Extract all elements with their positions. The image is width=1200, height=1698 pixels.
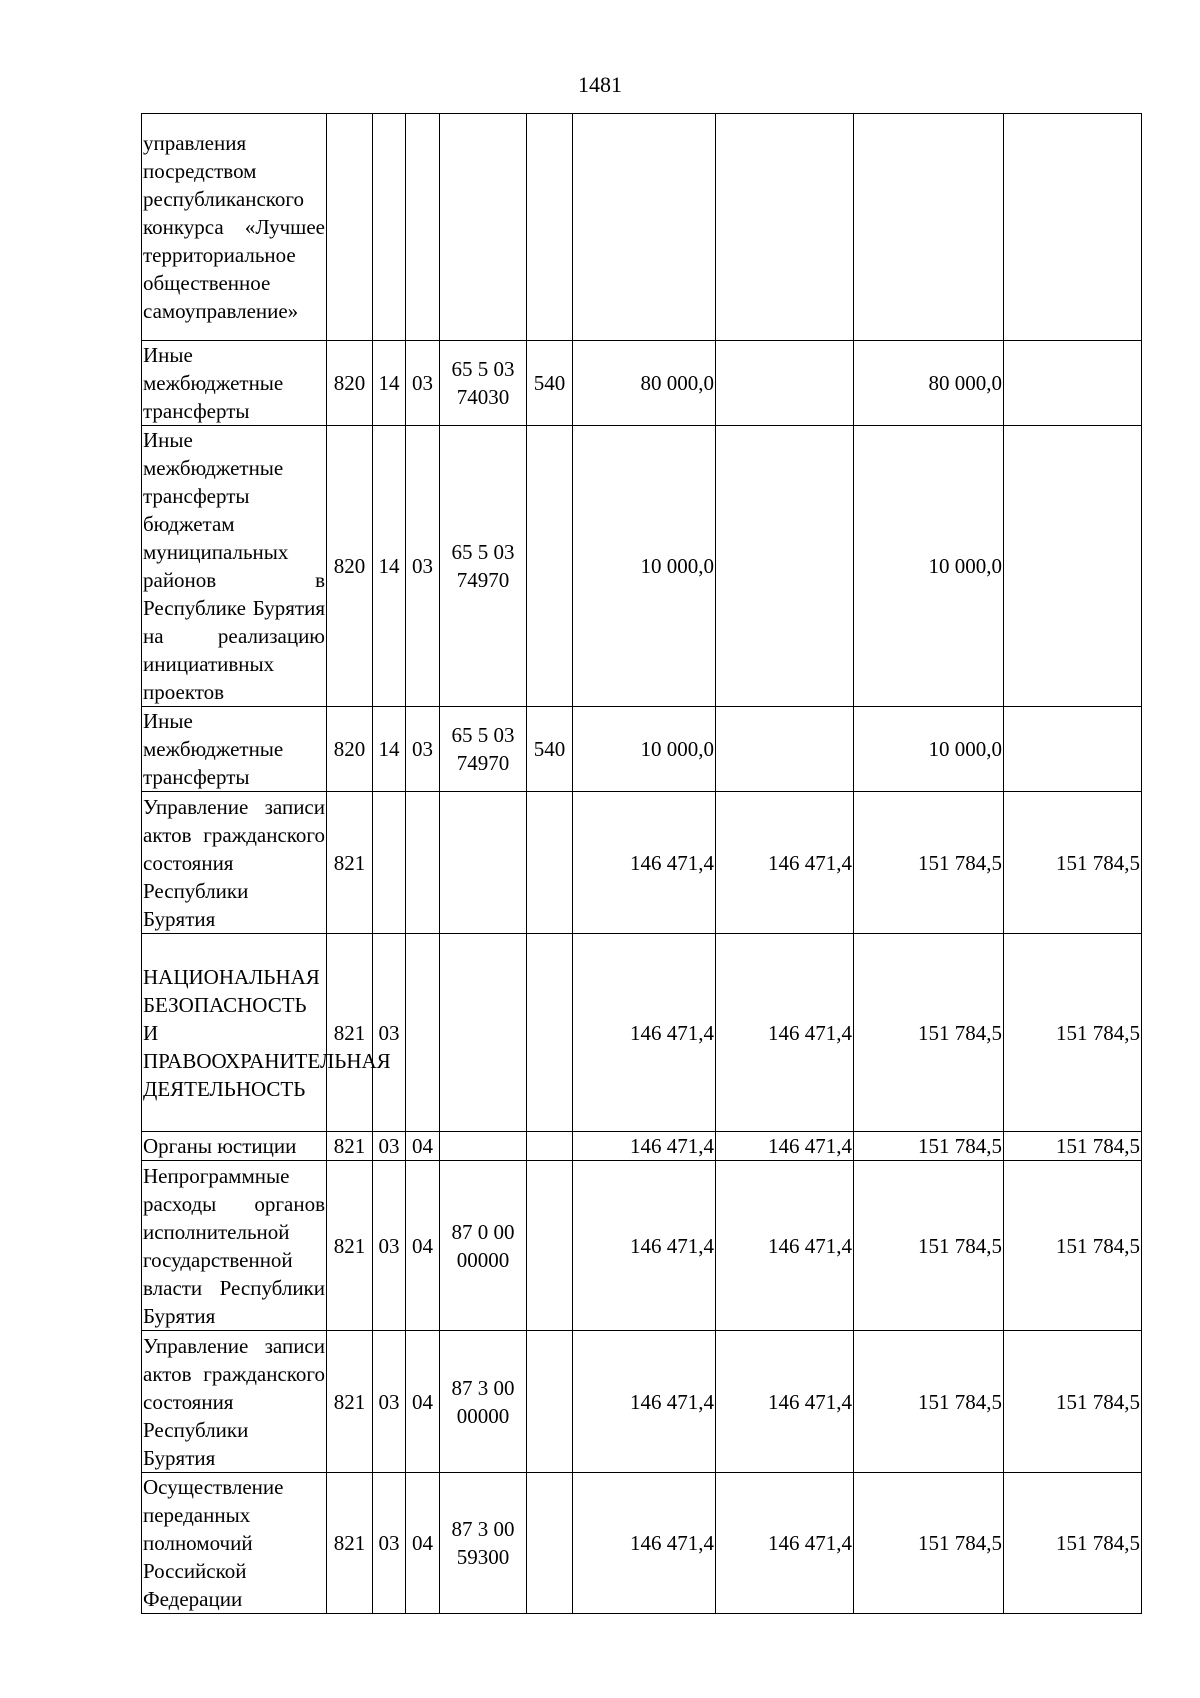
cell-vr <box>527 426 573 707</box>
cell-csr <box>440 426 527 707</box>
cell-value-1: 10 000,0 <box>573 707 716 792</box>
cell-rz: 14 <box>373 426 406 707</box>
cell-value-3: 151 784,5 <box>854 1161 1004 1331</box>
cell-csr <box>440 1473 527 1614</box>
cell-csr <box>440 792 527 934</box>
cell-value-4 <box>1004 707 1142 792</box>
cell-csr <box>440 114 527 341</box>
cell-gr: 820 <box>327 426 373 707</box>
cell-rz: 03 <box>373 1473 406 1614</box>
row-name: Иные межбюджетные трансферты <box>142 341 327 426</box>
cell-pr: 03 <box>406 707 440 792</box>
cell-rz: 14 <box>373 341 406 426</box>
table-row <box>142 1473 1142 1614</box>
table-row <box>142 934 1142 1132</box>
cell-gr: 820 <box>327 707 373 792</box>
cell-gr: 821 <box>327 1132 373 1161</box>
row-name: Управление записи актов гражданского состояния Республики Бурятия <box>142 1331 327 1473</box>
cell-value-2: 146 471,4 <box>716 1161 854 1331</box>
cell-value-3: 10 000,0 <box>854 707 1004 792</box>
cell-value-4 <box>1004 341 1142 426</box>
csr-part-a: 65 5 03 <box>451 723 515 747</box>
cell-value-1: 80 000,0 <box>573 341 716 426</box>
cell-value-1: 146 471,4 <box>573 1331 716 1473</box>
cell-value-4: 151 784,5 <box>1004 792 1142 934</box>
cell-rz: 14 <box>373 707 406 792</box>
cell-value-3: 151 784,5 <box>854 792 1004 934</box>
cell-csr <box>440 1132 527 1161</box>
row-name: Иные межбюджетные трансферты бюджетам муниципальных районов в Республике Бурятия на реализацию инициативных проектов <box>142 426 327 707</box>
csr-part-a: 87 0 00 <box>451 1219 515 1244</box>
cell-pr <box>406 934 440 1132</box>
cell-pr <box>406 114 440 341</box>
cell-value-1: 146 471,4 <box>573 1473 716 1614</box>
cell-vr <box>527 1331 573 1473</box>
cell-pr: 03 <box>406 426 440 707</box>
table-row <box>142 114 1142 341</box>
row-name: Иные межбюджетные трансферты <box>142 707 327 792</box>
cell-value-4: 151 784,5 <box>1004 1331 1142 1473</box>
cell-value-3 <box>854 114 1004 341</box>
cell-value-4: 151 784,5 <box>1004 1132 1142 1161</box>
cell-value-2: 146 471,4 <box>716 792 854 934</box>
cell-value-4: 151 784,5 <box>1004 934 1142 1132</box>
row-name: Органы юстиции <box>142 1132 327 1161</box>
cell-value-4: 151 784,5 <box>1004 1161 1142 1331</box>
table-row <box>142 792 1142 934</box>
cell-value-2 <box>716 707 854 792</box>
table-row <box>142 1161 1142 1331</box>
cell-pr: 03 <box>406 341 440 426</box>
cell-value-3: 10 000,0 <box>854 426 1004 707</box>
cell-csr <box>440 707 527 792</box>
csr-part-b: 74970 <box>456 751 510 775</box>
cell-pr: 04 <box>406 1331 440 1473</box>
cell-rz: 03 <box>373 934 406 1132</box>
row-name: Осуществление переданных полномочий Российской Федерации <box>142 1473 327 1614</box>
cell-rz: 03 <box>373 1331 406 1473</box>
cell-csr <box>440 1161 527 1331</box>
cell-rz <box>373 792 406 934</box>
cell-value-1: 146 471,4 <box>573 792 716 934</box>
cell-value-4 <box>1004 114 1142 341</box>
table-row <box>142 1331 1142 1473</box>
cell-value-2: 146 471,4 <box>716 934 854 1132</box>
cell-gr: 821 <box>327 792 373 934</box>
csr-part-b: 00000 <box>456 1247 510 1272</box>
cell-vr: 540 <box>527 707 573 792</box>
csr-part-b: 59300 <box>456 1545 510 1569</box>
cell-gr: 821 <box>327 934 373 1132</box>
cell-value-3: 151 784,5 <box>854 1473 1004 1614</box>
cell-vr <box>527 792 573 934</box>
table-row <box>142 341 1142 426</box>
cell-value-4: 151 784,5 <box>1004 1473 1142 1614</box>
cell-rz <box>373 114 406 341</box>
cell-csr <box>440 934 527 1132</box>
cell-vr <box>527 934 573 1132</box>
page-number: 1481 <box>578 72 622 97</box>
table-row <box>142 1132 1142 1161</box>
cell-gr: 820 <box>327 341 373 426</box>
cell-pr: 04 <box>406 1161 440 1331</box>
cell-value-2: 146 471,4 <box>716 1132 854 1161</box>
cell-value-2: 146 471,4 <box>716 1331 854 1473</box>
cell-value-4 <box>1004 426 1142 707</box>
cell-gr <box>327 114 373 341</box>
csr-part-b: 74030 <box>456 385 510 409</box>
csr-part-a: 87 3 00 <box>451 1517 515 1541</box>
cell-vr <box>527 1473 573 1614</box>
csr-part-b: 00000 <box>456 1403 510 1428</box>
cell-rz: 03 <box>373 1132 406 1161</box>
cell-vr <box>527 1161 573 1331</box>
budget-table <box>141 113 1142 1614</box>
csr-part-b: 74970 <box>456 568 510 592</box>
cell-value-3: 151 784,5 <box>854 1331 1004 1473</box>
csr-part-a: 87 3 00 <box>451 1375 515 1400</box>
cell-value-3: 80 000,0 <box>854 341 1004 426</box>
cell-vr <box>527 114 573 341</box>
cell-gr: 821 <box>327 1161 373 1331</box>
row-name: Управление записи актов гражданского состояния Республики Бурятия <box>142 792 327 934</box>
cell-value-2 <box>716 341 854 426</box>
cell-csr <box>440 1331 527 1473</box>
cell-value-1: 10 000,0 <box>573 426 716 707</box>
cell-value-1: 146 471,4 <box>573 1132 716 1161</box>
cell-pr: 04 <box>406 1473 440 1614</box>
table-row <box>142 707 1142 792</box>
cell-gr: 821 <box>327 1331 373 1473</box>
cell-value-2 <box>716 114 854 341</box>
cell-vr <box>527 1132 573 1161</box>
csr-part-a: 65 5 03 <box>451 540 515 564</box>
row-name: управления посредством республиканского конкурса «Лучшее территориальное общественное самоуправление» <box>142 114 327 341</box>
cell-pr <box>406 792 440 934</box>
cell-value-3: 151 784,5 <box>854 1132 1004 1161</box>
cell-value-2: 146 471,4 <box>716 1473 854 1614</box>
cell-rz: 03 <box>373 1161 406 1331</box>
cell-value-3: 151 784,5 <box>854 934 1004 1132</box>
cell-value-1: 146 471,4 <box>573 1161 716 1331</box>
cell-value-2 <box>716 426 854 707</box>
row-name: НАЦИОНАЛЬНАЯ БЕЗОПАСНОСТЬ И ПРАВООХРАНИТЕЛЬНАЯ ДЕЯТЕЛЬНОСТЬ <box>142 934 327 1132</box>
cell-vr: 540 <box>527 341 573 426</box>
cell-value-1: 146 471,4 <box>573 934 716 1132</box>
cell-value-1 <box>573 114 716 341</box>
cell-csr <box>440 341 527 426</box>
csr-part-a: 65 5 03 <box>451 357 515 381</box>
cell-pr: 04 <box>406 1132 440 1161</box>
row-name: Непрограммные расходы органов исполнительной государственной власти Республики Бурятия <box>142 1161 327 1331</box>
table-row <box>142 426 1142 707</box>
cell-gr: 821 <box>327 1473 373 1614</box>
